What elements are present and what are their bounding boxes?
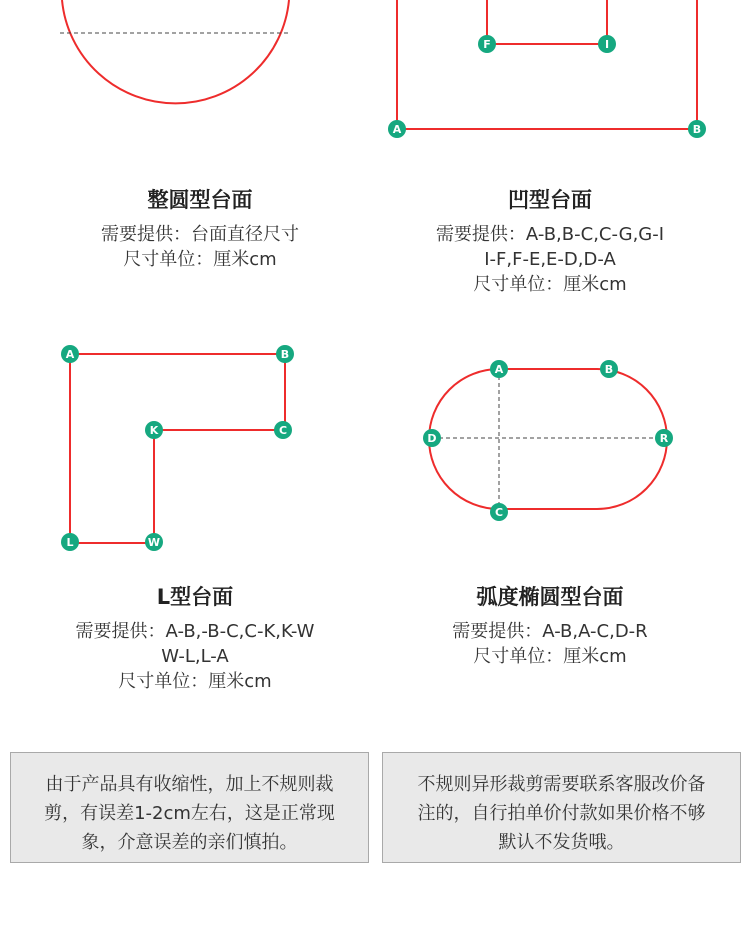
custom-cut-note	[382, 752, 741, 863]
svg-text:I: I	[604, 38, 610, 51]
svg-text:K: K	[149, 424, 159, 437]
l-shape-title: L型台面	[156, 585, 234, 609]
point-K	[145, 421, 163, 439]
point-B	[688, 120, 706, 138]
svg-text:W: W	[147, 536, 161, 549]
point-C	[490, 503, 508, 521]
concave-title: 凹型台面	[508, 188, 592, 212]
round-title: 整圆型台面	[147, 188, 253, 212]
point-F	[478, 35, 496, 53]
oval-diagram	[423, 360, 673, 521]
svg-text:R: R	[659, 432, 669, 445]
shrink-note	[10, 752, 369, 863]
svg-text:C: C	[278, 424, 288, 437]
concave-caption	[375, 186, 725, 297]
note-line: 剪，有误差1-2cm左右，这是正常现	[44, 803, 335, 824]
point-R	[655, 429, 673, 447]
svg-text:A: A	[494, 363, 504, 376]
point-A	[388, 120, 406, 138]
concave-diagram	[388, 0, 706, 138]
concave-line-2: I-F,F-E,E-D,D-A	[484, 249, 616, 270]
concave-outline	[397, 0, 697, 129]
point-C	[274, 421, 292, 439]
oval-outline	[429, 369, 667, 509]
l-shape-line-1: 需要提供：A-B,-B-C,C-K,K-W	[75, 621, 315, 642]
oval-caption	[375, 583, 725, 669]
note-line: 不规则异形裁剪需要联系客服改价备	[417, 774, 706, 795]
svg-text:B: B	[692, 123, 702, 136]
svg-text:C: C	[494, 506, 504, 519]
concave-line-3: 尺寸单位：厘米cm	[473, 274, 627, 295]
round-line-1: 需要提供：台面直径尺寸	[101, 224, 299, 245]
round-diagram	[60, 0, 290, 103]
l-shape-diagram	[61, 345, 294, 551]
l-shape-caption	[10, 583, 380, 694]
svg-text:B: B	[604, 363, 614, 376]
svg-text:B: B	[280, 348, 290, 361]
svg-text:A: A	[65, 348, 75, 361]
concave-inner-outline	[487, 0, 607, 44]
svg-text:F: F	[483, 38, 491, 51]
round-caption	[25, 186, 375, 272]
l-shape-line-2: W-L,L-A	[161, 646, 229, 667]
point-D	[423, 429, 441, 447]
point-I	[598, 35, 616, 53]
svg-text:L: L	[66, 536, 74, 549]
svg-text:A: A	[392, 123, 402, 136]
point-A	[61, 345, 79, 363]
note-line: 注的，自行拍单价付款如果价格不够	[417, 803, 706, 824]
point-B	[600, 360, 618, 378]
l-shape-line-3: 尺寸单位：厘米cm	[118, 671, 272, 692]
note-line: 由于产品具有收缩性，加上不规则裁	[45, 774, 334, 795]
l-shape-outline	[70, 354, 288, 543]
point-W	[145, 533, 163, 551]
point-L	[61, 533, 79, 551]
point-B	[276, 345, 294, 363]
oval-title: 弧度椭圆型台面	[476, 585, 624, 609]
round-line-2: 尺寸单位：厘米cm	[123, 249, 277, 270]
note-line: 默认不发货哦。	[498, 832, 625, 853]
svg-text:D: D	[427, 432, 437, 445]
oval-line-2: 尺寸单位：厘米cm	[473, 646, 627, 667]
concave-line-1: 需要提供：A-B,B-C,C-G,G-I	[435, 224, 665, 245]
round-outline	[62, 0, 289, 103]
note-line: 象，介意误差的亲们慎拍。	[81, 832, 298, 853]
oval-line-1: 需要提供：A-B,A-C,D-R	[452, 621, 648, 642]
point-A	[490, 360, 508, 378]
